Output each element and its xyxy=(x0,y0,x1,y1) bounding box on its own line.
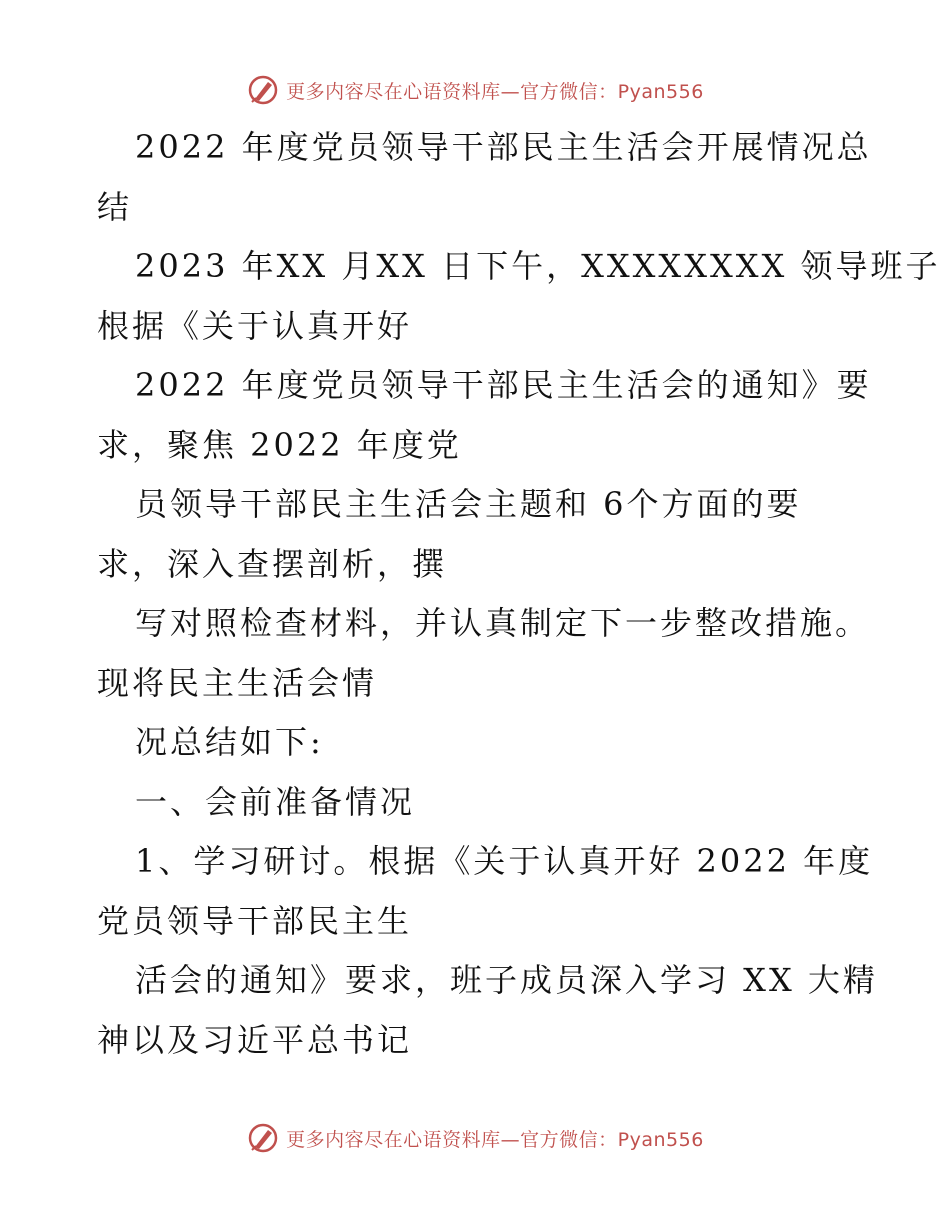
watermark-text: 更多内容尽在心语资料库—官方微信：Pyan556 xyxy=(286,1128,704,1151)
text-line: 党员领导干部民主生 xyxy=(97,901,413,940)
text-line: 1、学习研讨。根据《关于认真开好 2022 年度 xyxy=(135,842,874,880)
text-line: 根据《关于认真开好 xyxy=(97,306,413,345)
text-line: 员领导干部民主生活会主题和 6个方面的要 xyxy=(135,485,802,523)
header-watermark xyxy=(0,70,950,110)
text-line: 2022 年度党员领导干部民主生活会开展情况总 xyxy=(135,128,872,166)
text-line: 活会的通知》要求，班子成员深入学习 XX 大精 xyxy=(135,961,878,999)
text-line: 写对照检查材料，并认真制定下一步整改措施。 xyxy=(135,604,871,642)
text-line: 2022 年度党员领导干部民主生活会的通知》要 xyxy=(135,366,872,404)
text-line: 求，聚焦 2022 年度党 xyxy=(97,425,462,464)
text-line: 神以及习近平总书记 xyxy=(97,1020,413,1059)
text-line: 况总结如下: xyxy=(135,723,324,761)
text-line: 现将民主生活会情 xyxy=(97,663,378,702)
text-line: 求，深入查摆剖析，撰 xyxy=(97,544,448,583)
quill-pen-circle-icon xyxy=(246,1121,280,1155)
watermark-text: 更多内容尽在心语资料库—官方微信：Pyan556 xyxy=(286,80,704,103)
text-line: 结 xyxy=(97,187,133,226)
quill-pen-circle-icon xyxy=(246,73,280,107)
document-body xyxy=(97,118,941,1070)
text-line: 一、会前准备情况 xyxy=(135,782,416,821)
text-line: 2023 年XX 月XX 日下午，XXXXXXXX 领导班子 xyxy=(135,247,941,285)
footer-watermark xyxy=(0,1118,950,1158)
